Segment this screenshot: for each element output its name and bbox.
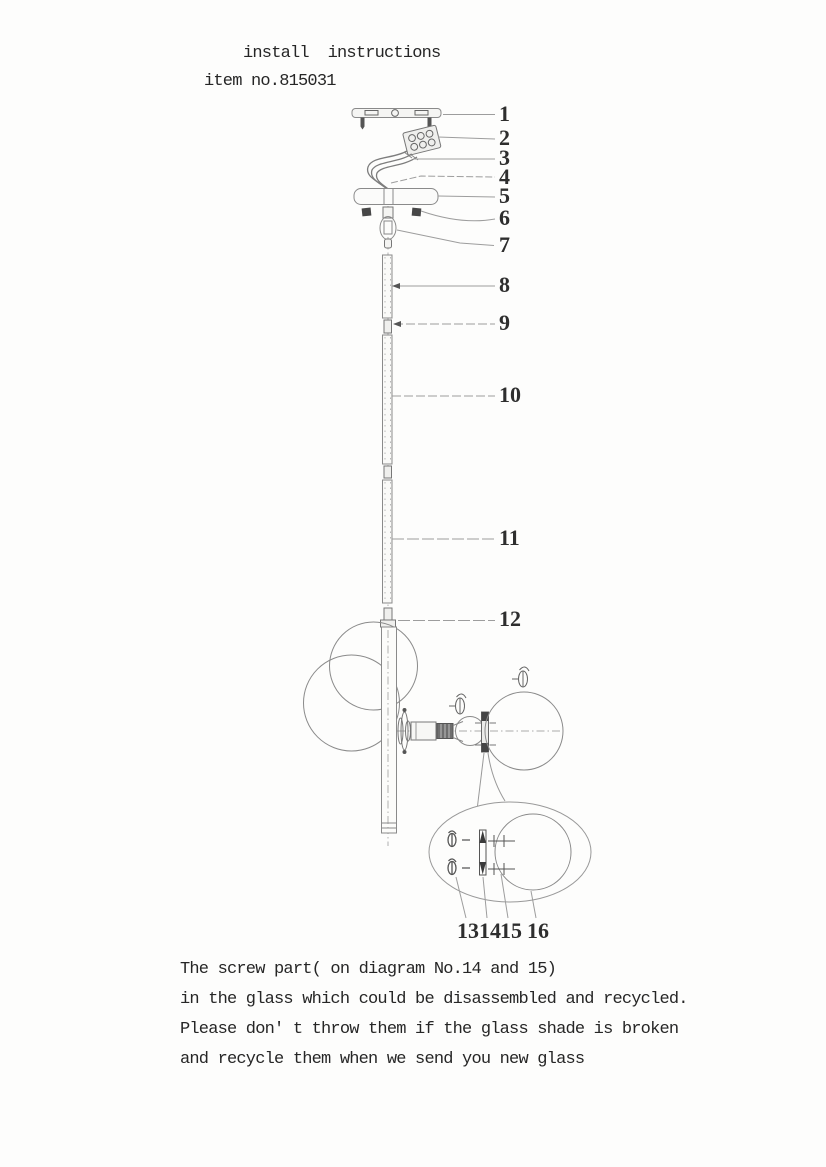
detail-bar-14-drawing xyxy=(480,830,487,875)
part-label-7: 7 xyxy=(499,232,510,257)
mounting-bracket-drawing xyxy=(352,109,441,130)
footer-note-line-3: Please don' t throw them if the glass shade is broken xyxy=(180,1020,679,1039)
detail-screws-15-drawing xyxy=(488,835,515,875)
swivel-connector-drawing xyxy=(380,207,396,248)
part-label-4: 4 xyxy=(499,164,510,189)
tube-11-drawing xyxy=(383,480,393,603)
lamp-body-rod-drawing xyxy=(382,627,397,833)
canopy-drawing xyxy=(354,189,438,205)
terminal-block-drawing xyxy=(403,125,442,160)
footer-note-line-1: The screw part( on diagram No.14 and 15) xyxy=(180,960,557,979)
part-label-16: 16 xyxy=(527,918,549,943)
part-label-5: 5 xyxy=(499,183,510,208)
footer-note-line-4: and recycle them when we send you new glass xyxy=(180,1050,585,1069)
part-label-15: 15 xyxy=(500,918,522,943)
part-label-12: 12 xyxy=(499,606,521,631)
detail-screw-13-drawing xyxy=(448,859,470,875)
part-label-13: 13 xyxy=(457,918,479,943)
part-label-9: 9 xyxy=(499,310,510,335)
part-label-10: 10 xyxy=(499,382,521,407)
tube-10-drawing xyxy=(383,335,393,464)
wires-drawing xyxy=(368,151,417,191)
part-label-11: 11 xyxy=(499,525,520,550)
leader-arrowheads xyxy=(392,283,401,327)
thumbscrew-icon xyxy=(449,694,466,714)
part-label-8: 8 xyxy=(499,272,510,297)
item-number: item no.815031 xyxy=(204,72,336,91)
tube-8-drawing xyxy=(383,255,393,318)
thumbscrew-icon xyxy=(512,667,529,687)
bulb-base-drawing xyxy=(437,724,453,739)
detail-screw-13-drawing xyxy=(448,831,470,847)
connector-mid-drawing xyxy=(384,466,392,478)
leader-lines xyxy=(391,115,536,919)
part-label-2: 2 xyxy=(499,125,510,150)
part-label-1: 1 xyxy=(499,101,510,126)
detail-globe-16-drawing xyxy=(495,814,571,890)
footer-note-line-2: in the glass which could be disassembled and recycled. xyxy=(180,990,688,1009)
glass-globe-left-upper-drawing xyxy=(330,622,418,710)
part-label-6: 6 xyxy=(499,205,510,230)
page-title: install instructions xyxy=(243,44,441,63)
part-label-3: 3 xyxy=(499,145,510,170)
detail-callout-drawing xyxy=(429,753,591,902)
socket-holder-drawing xyxy=(411,722,436,740)
part-label-14: 14 xyxy=(479,918,501,943)
connector-9-drawing xyxy=(384,320,392,333)
